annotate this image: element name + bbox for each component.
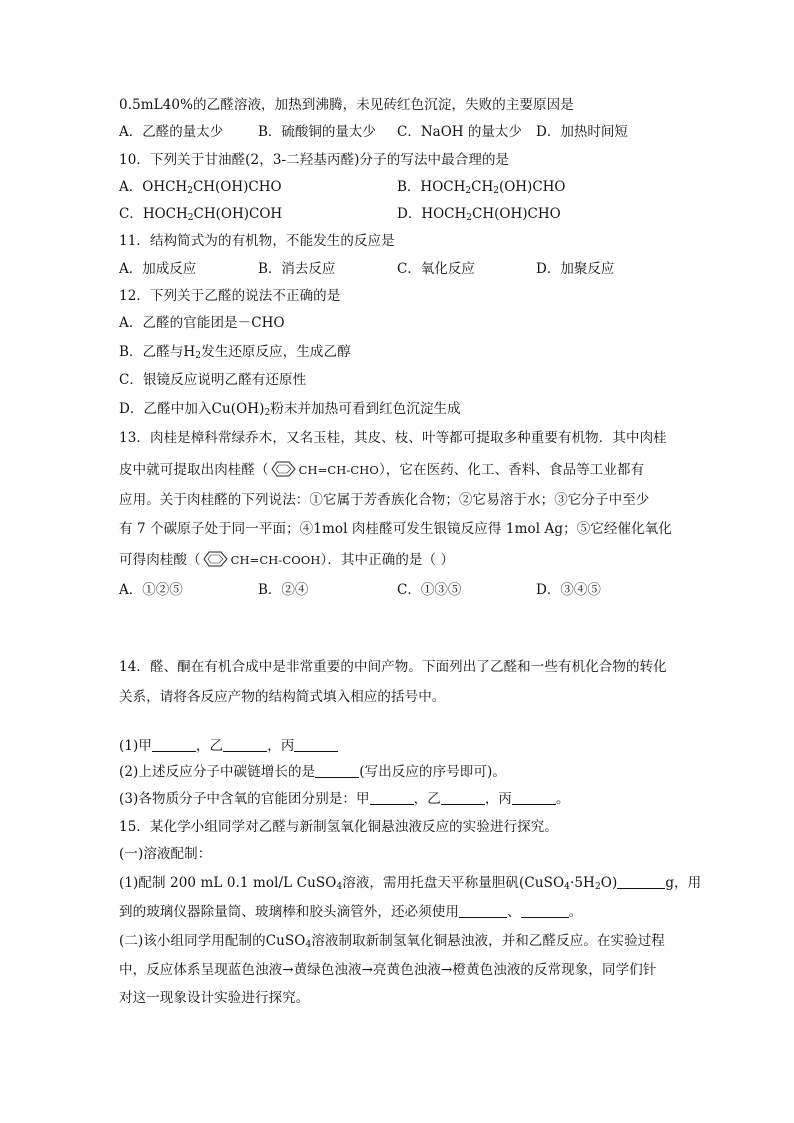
q15-stem: 15．某化学小组同学对乙醛与新制氢氧化铜悬浊液反应的实验进行探究。 xyxy=(119,819,558,835)
q13-line-5: 可得肉桂酸（ CH=CH-COOH）．其中正确的是（ ） xyxy=(119,552,455,568)
q15-part-2-line-1: (二)该小组同学用配制的CuSO$_4$溶液制取新制氢氧化铜悬浊液，并和乙醛反应。在实验过程 xyxy=(119,933,665,950)
answer-blank[interactable] xyxy=(459,904,507,918)
benzene-ring-icon xyxy=(203,550,229,568)
answer-blank[interactable] xyxy=(512,791,556,805)
q10-option-c: C．$HOCH_2CH(OH)COH$ xyxy=(119,206,283,223)
q11-option-d: D．加聚反应 xyxy=(536,261,615,277)
q9-stem: 0.5mL40%的乙醛溶液，加热到沸腾，未见砖红色沉淀，失败的主要原因是 xyxy=(119,97,574,113)
q10-stem: 10．下列关于甘油醛(2，3-二羟基丙醛)分子的写法中最合理的是 xyxy=(119,152,510,168)
q13-option-a: A．①②⑤ xyxy=(119,582,183,598)
q15-part-1-heading: (一)溶液配制： xyxy=(119,846,212,862)
cinnamaldehyde-chain: CH=CH-CHO xyxy=(298,463,379,477)
q15-part-2-line-3: 对这一现象设计实验进行探究。 xyxy=(119,990,310,1006)
q13-option-c: C．①③⑤ xyxy=(397,582,462,598)
q12-option-b: B．乙醛与$H_2$发生还原反应，生成乙醇 xyxy=(119,344,351,361)
cinnamic-acid-chain: CH=CH-COOH xyxy=(230,553,321,567)
q14-line-1: 14．醛、酮在有机合成中是非常重要的中间产物。下面列出了乙醛和一些有机化合物的转化 xyxy=(119,659,667,675)
q10-option-a: A．$OHCH_2CH(OH)CHO$ xyxy=(119,179,282,196)
answer-blank[interactable] xyxy=(152,738,196,752)
q12-option-c: C．银镜反应说明乙醛有还原性 xyxy=(119,372,307,388)
q10-option-d: D．$HOCH_2CH(OH)CHO$ xyxy=(397,206,561,223)
q15-part-1-line-1: (1)配制 200 mL 0.1 mol/L CuSO$_4$溶液，需用托盘天平称量胆矾$(CuSO_4\cdot 5H_2O)$ g，用 xyxy=(119,875,702,892)
benzene-ring-icon xyxy=(271,460,297,478)
q15-part-1-line-2: 到的玻璃仪器除量筒、玻璃棒和胶头滴管外，还必须使用 、 。 xyxy=(119,904,583,920)
q12-option-a: A．乙醛的官能团是－CHO xyxy=(119,315,285,331)
q15-part-2-line-2: 中，反应体系呈现蓝色浊液→黄绿色浊液→亮黄色浊液→橙黄色浊液的反常现象，同学们针 xyxy=(119,962,657,978)
q13-line-3: 应用。关于肉桂醛的下列说法：①它属于芳香族化合物；②它易溶于水；③它分子中至少 xyxy=(119,492,650,508)
q11-option-a: A．加成反应 xyxy=(119,261,197,277)
q12-stem: 12．下列关于乙醛的说法不正确的是 xyxy=(119,288,341,304)
q14-part-1: (1)甲 ，乙 ，丙 xyxy=(119,737,338,755)
q13-line-4: 有 7 个碳原子处于同一平面；④1mol 肉桂醛可发生银镜反应得 1mol Ag；⑤它经催化氧化 xyxy=(119,521,672,537)
q12-option-d: D．乙醛中加入$Cu(OH)_2$粉末并加热可看到红色沉淀生成 xyxy=(119,401,461,418)
q14-part-3: (3)各物质分子中含氧的官能团分别是：甲 ，乙 ，丙 。 xyxy=(119,791,570,807)
q14-line-2: 关系，请将各反应产物的结构简式填入相应的括号中。 xyxy=(119,689,446,705)
answer-blank[interactable] xyxy=(315,764,359,778)
q10-option-b: B．$HOCH_2CH_2(OH)CHO$ xyxy=(397,179,566,196)
q13-option-b: B．②④ xyxy=(258,582,309,598)
answer-blank[interactable] xyxy=(441,791,485,805)
q14-part-2: (2)上述反应分子中碳链增长的是 (写出反应的序号即可)。 xyxy=(119,764,506,780)
answer-blank[interactable] xyxy=(223,738,267,752)
q11-option-b: B．消去反应 xyxy=(258,261,336,277)
q9-option-d: D．加热时间短 xyxy=(536,124,628,140)
q13-line-1: 13．肉桂是樟科常绿乔木，又名玉桂，其皮、枝、叶等都可提取多种重要有机物．其中肉桂 xyxy=(119,430,667,446)
q9-option-b: B．硫酸铜的量太少 xyxy=(258,124,376,140)
answer-blank[interactable] xyxy=(294,738,338,752)
q13-line-2: 皮中就可提取出肉桂醛（ CH=CH-CHO），它在医药、化工、香料、食品等工业都有 xyxy=(119,462,645,478)
answer-blank[interactable] xyxy=(370,791,414,805)
answer-blank[interactable] xyxy=(617,875,665,889)
answer-blank[interactable] xyxy=(521,904,569,918)
q11-option-c: C．氧化反应 xyxy=(397,261,475,277)
q13-option-d: D．③④⑤ xyxy=(536,582,601,598)
q11-stem: 11．结构简式为的有机物，不能发生的反应是 xyxy=(119,233,395,249)
q9-option-c: C．NaOH 的量太少 xyxy=(397,124,522,140)
q9-option-a: A．乙醛的量太少 xyxy=(119,124,224,140)
